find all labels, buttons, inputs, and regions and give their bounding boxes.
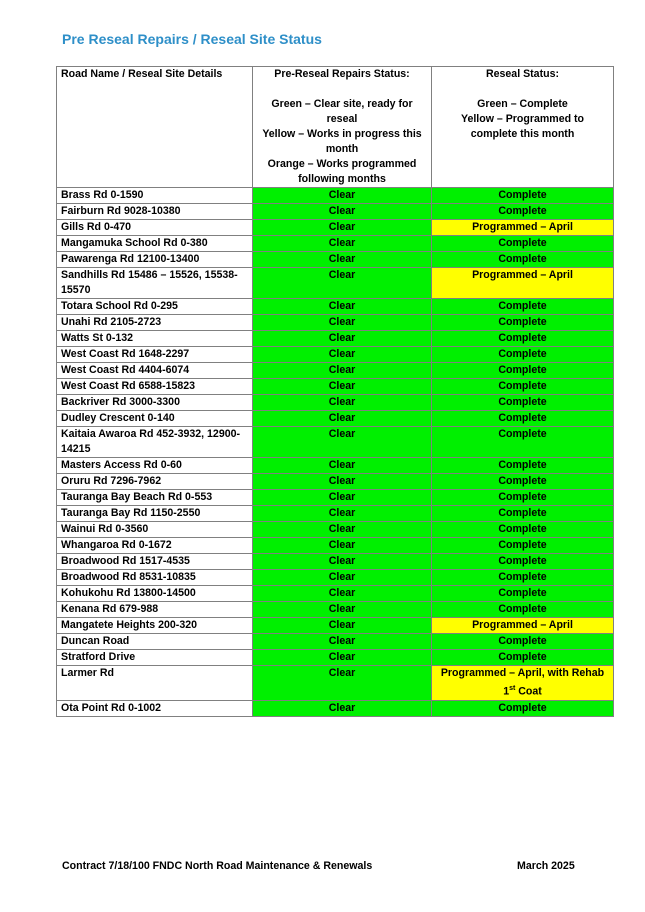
- road-name-cell: Mangamuka School Rd 0-380: [57, 236, 253, 252]
- reseal-status-cell: Complete: [432, 538, 614, 554]
- road-name-cell: Kenana Rd 679-988: [57, 602, 253, 618]
- reseal-status-cell: Complete: [432, 458, 614, 474]
- reseal-status-coat: Coat: [515, 685, 542, 698]
- road-name-cell: West Coast Rd 4404-6074: [57, 363, 253, 379]
- road-name-cell: Tauranga Bay Beach Rd 0-553: [57, 490, 253, 506]
- reseal-status-cell: Complete: [432, 490, 614, 506]
- reseal-status-cell: Complete: [432, 252, 614, 268]
- pre-reseal-status-cell: Clear: [253, 204, 432, 220]
- road-name-cell: Ota Point Rd 0-1002: [57, 700, 253, 716]
- reseal-status-cell: Complete: [432, 506, 614, 522]
- road-name-cell: Stratford Drive: [57, 650, 253, 666]
- reseal-legend-line: complete this month: [470, 128, 575, 140]
- pre-reseal-status-cell: Clear: [253, 427, 432, 458]
- road-name-cell: Backriver Rd 3000-3300: [57, 395, 253, 411]
- table-row: [57, 586, 614, 602]
- road-name-cell: Dudley Crescent 0-140: [57, 411, 253, 427]
- road-name-cell: Brass Rd 0-1590: [57, 188, 253, 204]
- road-name-cell: Totara School Rd 0-295: [57, 299, 253, 315]
- pre-reseal-status-cell: Clear: [253, 474, 432, 490]
- table-row: [57, 700, 614, 716]
- road-name-cell: Wainui Rd 0-3560: [57, 522, 253, 538]
- table-body: [57, 188, 614, 717]
- pre-reseal-status-cell: Clear: [253, 570, 432, 586]
- reseal-status-cell: Complete: [432, 395, 614, 411]
- road-name-cell: Tauranga Bay Rd 1150-2550: [57, 506, 253, 522]
- table-row: [57, 634, 614, 650]
- footer-contract: Contract 7/18/100 FNDC North Road Maintenance & Renewals: [62, 860, 373, 872]
- table-row: [57, 299, 614, 315]
- pre-reseal-status-cell: Clear: [253, 700, 432, 716]
- road-name-cell: Whangaroa Rd 0-1672: [57, 538, 253, 554]
- table-row: [57, 506, 614, 522]
- pre-reseal-status-cell: Clear: [253, 379, 432, 395]
- pre-reseal-status-cell: Clear: [253, 650, 432, 666]
- reseal-status-cell: Complete: [432, 363, 614, 379]
- pre-reseal-status-cell: Clear: [253, 618, 432, 634]
- pre-reseal-status-cell: Clear: [253, 490, 432, 506]
- pre-legend-line: month: [325, 143, 359, 155]
- table-row: [57, 427, 614, 458]
- pre-reseal-status-cell: Clear: [253, 252, 432, 268]
- pre-legend-line: following months: [298, 173, 386, 185]
- pre-reseal-status-cell: Clear: [253, 538, 432, 554]
- table-row: [57, 554, 614, 570]
- reseal-legend-line: Green – Complete: [477, 98, 568, 110]
- page-title: Pre Reseal Repairs / Reseal Site Status: [62, 31, 322, 47]
- road-name-cell: Unahi Rd 2105-2723: [57, 315, 253, 331]
- reseal-status-cell: Complete: [432, 331, 614, 347]
- pre-reseal-status-cell: Clear: [253, 363, 432, 379]
- reseal-status-cell: Complete: [432, 315, 614, 331]
- reseal-status-cell: Complete: [432, 236, 614, 252]
- table-row: [57, 315, 614, 331]
- reseal-status-cell: Complete: [432, 650, 614, 666]
- table-row: [57, 395, 614, 411]
- table-row: [57, 204, 614, 220]
- pre-reseal-status-cell: Clear: [253, 395, 432, 411]
- header-reseal: [432, 67, 614, 188]
- header-road: [57, 67, 253, 188]
- table-row: [57, 650, 614, 666]
- table-row: [57, 538, 614, 554]
- table-row: [57, 458, 614, 474]
- table-row: [57, 570, 614, 586]
- road-name-cell: Oruru Rd 7296-7962: [57, 474, 253, 490]
- road-name-cell: Mangatete Heights 200-320: [57, 618, 253, 634]
- road-name-cell: Watts St 0-132: [57, 331, 253, 347]
- table-row: [57, 236, 614, 252]
- status-table: [56, 66, 614, 717]
- header-row: [57, 67, 614, 188]
- reseal-status-cell: Complete: [432, 204, 614, 220]
- road-name-cell: Kaitaia Awaroa Rd 452-3932, 12900-14215: [57, 427, 253, 458]
- road-name-cell: Broadwood Rd 8531-10835: [57, 570, 253, 586]
- pre-legend-line: Orange – Works programmed: [267, 158, 417, 170]
- pre-reseal-status-cell: Clear: [253, 506, 432, 522]
- pre-reseal-status-cell: Clear: [253, 634, 432, 650]
- road-name-cell: Sandhills Rd 15486 – 15526, 15538-15570: [57, 268, 253, 299]
- reseal-status-coat-number: 1: [503, 685, 510, 698]
- reseal-status-ordinal: st: [509, 685, 516, 692]
- road-name-cell: Gills Rd 0-470: [57, 220, 253, 236]
- reseal-status-cell: Complete: [432, 427, 614, 458]
- reseal-status-cell: Complete: [432, 700, 614, 716]
- road-name-cell: Larmer Rd: [57, 666, 253, 701]
- table-row: [57, 618, 614, 634]
- table-row: [57, 252, 614, 268]
- road-name-cell: Broadwood Rd 1517-4535: [57, 554, 253, 570]
- reseal-status-cell: Programmed – April: [432, 268, 614, 299]
- pre-reseal-status-cell: Clear: [253, 522, 432, 538]
- pre-reseal-status-cell: Clear: [253, 586, 432, 602]
- pre-reseal-status-cell: Clear: [253, 220, 432, 236]
- road-name-cell: Duncan Road: [57, 634, 253, 650]
- road-name-cell: Pawarenga Rd 12100-13400: [57, 252, 253, 268]
- reseal-status-cell: [432, 666, 614, 701]
- pre-legend-line: Yellow – Works in progress this: [262, 128, 422, 140]
- pre-reseal-status-cell: Clear: [253, 315, 432, 331]
- header-pre-label: Pre-Reseal Repairs Status:: [274, 68, 410, 80]
- footer-date: March 2025: [517, 860, 575, 872]
- reseal-status-cell: Complete: [432, 586, 614, 602]
- header-reseal-label: Reseal Status:: [485, 68, 559, 80]
- table-row: [57, 379, 614, 395]
- reseal-status-cell: Complete: [432, 299, 614, 315]
- pre-reseal-status-cell: Clear: [253, 602, 432, 618]
- pre-reseal-status-cell: Clear: [253, 236, 432, 252]
- pre-reseal-status-cell: Clear: [253, 458, 432, 474]
- pre-reseal-status-cell: Clear: [253, 299, 432, 315]
- reseal-status-cell: Complete: [432, 570, 614, 586]
- header-road-label: Road Name / Reseal Site Details: [61, 68, 223, 80]
- table-row: [57, 666, 614, 701]
- reseal-status-cell: Complete: [432, 554, 614, 570]
- table-row: [57, 522, 614, 538]
- table-row: [57, 363, 614, 379]
- reseal-status-cell: Complete: [432, 634, 614, 650]
- table-row: [57, 474, 614, 490]
- reseal-status-text: Programmed – April, with Rehab: [440, 667, 605, 679]
- pre-reseal-status-cell: Clear: [253, 411, 432, 427]
- pre-legend-line: reseal: [326, 113, 358, 125]
- road-name-cell: Masters Access Rd 0-60: [57, 458, 253, 474]
- reseal-status-cell: Complete: [432, 379, 614, 395]
- pre-reseal-status-cell: Clear: [253, 347, 432, 363]
- road-name-cell: Kohukohu Rd 13800-14500: [57, 586, 253, 602]
- pre-legend-line: Green – Clear site, ready for: [271, 98, 413, 110]
- pre-reseal-status-cell: Clear: [253, 188, 432, 204]
- table-row: [57, 220, 614, 236]
- reseal-status-cell: Programmed – April: [432, 618, 614, 634]
- pre-reseal-status-cell: Clear: [253, 554, 432, 570]
- reseal-status-cell: Complete: [432, 522, 614, 538]
- road-name-cell: Fairburn Rd 9028-10380: [57, 204, 253, 220]
- table-row: [57, 602, 614, 618]
- table-row: [57, 411, 614, 427]
- header-pre-reseal: [253, 67, 432, 188]
- table-row: [57, 268, 614, 299]
- pre-reseal-status-cell: Clear: [253, 331, 432, 347]
- table-row: [57, 331, 614, 347]
- reseal-status-cell: Complete: [432, 602, 614, 618]
- road-name-cell: West Coast Rd 6588-15823: [57, 379, 253, 395]
- reseal-status-cell: Complete: [432, 411, 614, 427]
- table-row: [57, 347, 614, 363]
- reseal-status-cell: Complete: [432, 188, 614, 204]
- reseal-status-cell: Complete: [432, 474, 614, 490]
- reseal-legend-line: Yellow – Programmed to: [460, 113, 585, 125]
- pre-reseal-status-cell: Clear: [253, 268, 432, 299]
- reseal-status-cell: Complete: [432, 347, 614, 363]
- road-name-cell: West Coast Rd 1648-2297: [57, 347, 253, 363]
- table-row: [57, 188, 614, 204]
- pre-reseal-status-cell: Clear: [253, 666, 432, 701]
- table-row: [57, 490, 614, 506]
- reseal-status-cell: Programmed – April: [432, 220, 614, 236]
